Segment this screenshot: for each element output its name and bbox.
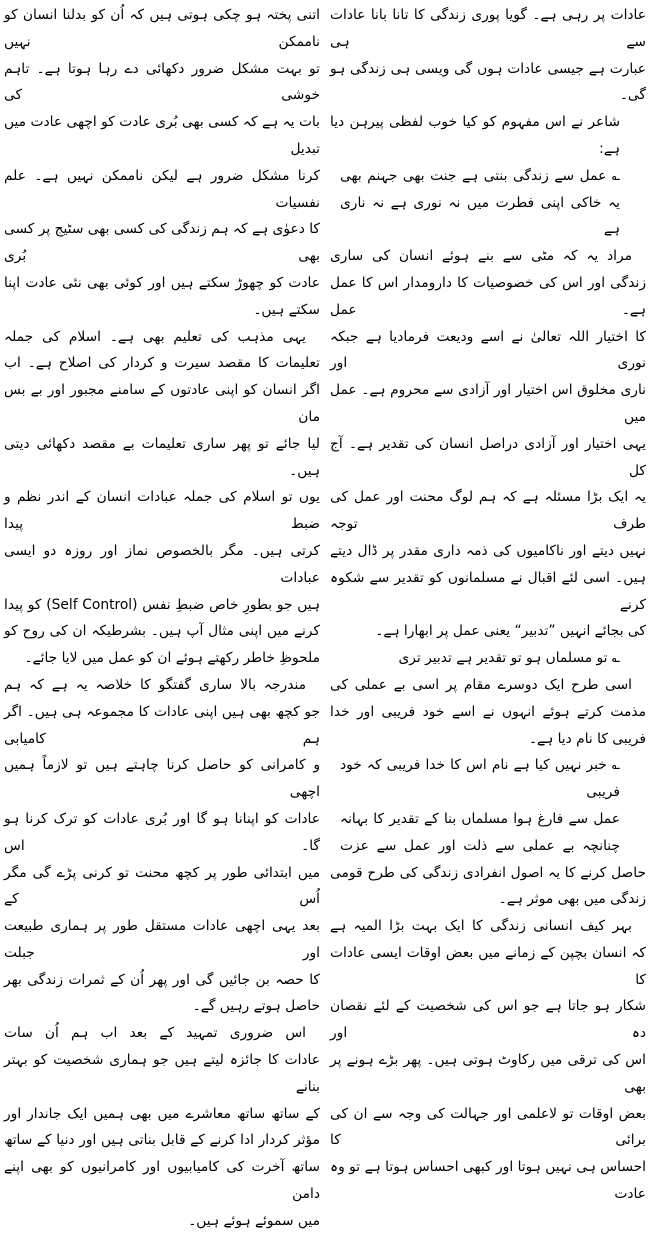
right-column-line: ؎ عمل سے زندگی بنتی ہے جنت بھی جہنم بھی: [340, 167, 620, 184]
left-column-line: اتنی پختہ ہو چکی ہوتی ہیں کہ اُن کو بدلنا انسان کو ناممکن نہیں: [4, 7, 320, 50]
right-column-line: کی بجائے انہیں ”تدبیر“ یعنی عمل پر ابھارا ہے۔: [375, 623, 646, 640]
right-column-line: ؎ تو مسلماں ہو تو تقدیر ہے تدبیر تری: [398, 650, 620, 667]
left-column-line: عادات کو اپنانا ہو گا اور بُری عادات کو ترک کرنا ہو گا۔ اس: [4, 810, 320, 854]
left-column-line: تو بہت مشکل ضرور دکھائی دے رہا ہوتا ہے۔ تاہم خوشی کی: [4, 60, 320, 104]
left-column-line: جو کچھ بھی ہیں اپنی عادات کا مجموعہ ہی ہیں۔ اگر ہم کامیابی: [4, 703, 320, 747]
right-column-line: یہ خاکی اپنی فطرت میں نہ نوری ہے نہ ناری ہے: [340, 194, 620, 238]
right-column-line: کا اختیار اللہ تعالیٰ نے اسے ودیعت فرمادیا ہے جبکہ نوری اور: [330, 328, 646, 372]
right-column-line: عمل سے فارغ ہوا مسلماں بنا کے تقدیر کا بہانہ: [340, 810, 620, 827]
left-column-line: میں سموئے ہوئے ہیں۔: [188, 1212, 320, 1229]
right-column-line: نہیں دیتے اور ناکامیوں کی ذمہ داری مقدر پر ڈال دیتے: [330, 542, 646, 559]
right-column-line: اسی طرح ایک دوسرے مقام پر اسی بے عملی کی: [330, 676, 632, 693]
right-column-line: عبارت ہے جیسی عادات ہوں گی ویسی ہی زندگی ہو گی۔: [330, 60, 646, 104]
right-column-line: زندگی میں بھی موثر ہے۔: [498, 891, 646, 908]
left-column-line: عادت کو چھوڑ سکتے ہیں اور کوئی بھی نئی عادت اپنا سکتے ہیں۔: [4, 274, 320, 318]
right-column-line: عادات پر رہی ہے۔ گویا پوری زندگی کا تانا بانا عادات سے ہی: [330, 7, 646, 50]
left-column-line: کرنے میں اپنی مثال آپ ہیں۔ بشرطیکہ ان کی روح کو: [4, 623, 320, 640]
left-column-line: یہی مذہب کی تعلیم بھی ہے۔ اسلام کی جملہ: [4, 328, 306, 345]
right-column-line: مراد یہ کہ مٹی سے بنے ہوئے انسان کی ساری: [330, 248, 632, 265]
right-column-line: اس کی ترقی میں رکاوٹ ہوتی ہیں۔ پھر بڑے ہونے پر بھی: [330, 1052, 646, 1095]
left-column-line: کا حصہ بن جائیں گی اور پھر اُن کے ثمرات زندگی بھر: [4, 971, 320, 988]
left-column-line: مندرجہ بالا ساری گفتگو کا خلاصہ یہ ہے کہ ہم: [4, 676, 306, 693]
left-column-line: حاصل ہوتے رہیں گے۔: [192, 998, 320, 1015]
left-column-line: مؤثر کردار ادا کرنے کے قابل بناتی ہیں اور دنیا کے ساتھ: [4, 1132, 320, 1149]
right-column-line: فریبی کا نام دیا ہے۔: [528, 730, 646, 747]
right-column-line: بہر کیف انسانی زندگی کا ایک بہت بڑا المیہ ہے: [330, 918, 632, 935]
left-column-line: کرنا مشکل ضرور ہے لیکن ناممکن نہیں ہے۔ علم نفسیات: [4, 167, 320, 211]
right-column-line: شکار ہو جاتا ہے جو اس کی شخصیت کے لئے نقصان دہ اور: [330, 998, 646, 1042]
right-text-column: [330, 0, 646, 1203]
right-column-line: کہ انسان بچپن کے زمانے میں بعض اوقات ایسی عادات کا: [330, 944, 646, 988]
right-column-line: احساس ہی نہیں ہوتا اور کبھی احساس ہوتا ہے تو وہ عادت: [330, 1159, 646, 1203]
left-column-line: ملحوظِ خاطر رکھتے ہوئے ان کو عمل میں لایا جائے۔: [24, 650, 320, 667]
right-column-line: یہ ایک بڑا مسئلہ ہے کہ ہم لوگ محنت اور عمل کی طرف توجہ: [330, 489, 646, 533]
left-column-line: کے ساتھ ساتھ معاشرے میں بھی ہمیں ایک جاندار اور: [4, 1105, 320, 1122]
right-column-line: یہی اختیار اور آزادی دراصل انسان کی تقدیر ہے۔ آج کل: [330, 435, 646, 479]
right-column-line: مذمت کرتے ہوئے انہوں نے اسے خود فریبی اور خدا: [330, 703, 646, 720]
left-column-line: اگر انسان کو اپنی عادتوں کے سامنے مجبور اور بے بس مان: [4, 382, 320, 425]
left-column-line: ساتھ آخرت کی کامیابیوں اور کامرانیوں کو بھی اپنے دامن: [4, 1159, 320, 1203]
right-column-line: بعض اوقات تو لاعلمی اور جہالت کی وجہ سے ان کی برائی کا: [330, 1105, 646, 1149]
left-column-line: ہیں جو بطورِ خاص ضبطِ نفس (Self Control) کو پیدا: [4, 596, 320, 613]
left-column-line: و کامرانی کو حاصل کرنا چاہتے ہیں تو لازماً ہمیں اچھی: [4, 757, 320, 801]
left-column-line: تعلیمات کا مقصد سیرت و کردار کی اصلاح ہے۔ اب: [4, 355, 320, 372]
right-column-line: ہیں۔ اسی لئے اقبال نے مسلمانوں کو تقدیر سے شکوہ کرنے: [330, 569, 646, 613]
left-column-line: بات یہ ہے کہ کسی بھی بُری عادت کو اچھی عادت میں تبدیل: [4, 114, 320, 157]
left-column-line: اس ضروری تمہید کے بعد اب ہم اُن سات: [4, 1025, 306, 1042]
left-column-line: بعد یہی اچھی عادات مستقل طور پر ہماری طبیعت اور جبلت: [4, 918, 320, 961]
left-column-line: یوں تو اسلام کی جملہ عبادات انسان کے اندر نظم و ضبط پیدا: [4, 489, 320, 533]
right-column-line: چنانچہ بے عملی سے ذلت اور عمل سے عزت: [340, 837, 620, 854]
left-text-column: [4, 0, 320, 1229]
right-column-line: ؎ خبر نہیں کیا ہے نام اس کا خدا فریبی کہ خود فریبی: [340, 757, 620, 801]
left-column-line: کا دعوٰی ہے کہ ہم زندگی کی کسی بھی سٹیج پر کسی بھی بُری: [4, 221, 320, 265]
left-column-line: کرتی ہیں۔ مگر بالخصوص نماز اور روزہ دو ایسی عبادات: [4, 542, 320, 586]
left-column-line: میں ابتدائی طور پر کچھ محنت تو کرنی پڑے گی مگر اُس کے: [4, 864, 320, 908]
left-column-line: عادات کا جائزہ لیتے ہیں جو ہماری شخصیت کو بہتر بنانے: [4, 1052, 320, 1095]
right-column-line: حاصل کرنے کا یہ اصول انفرادی زندگی کی طرح قومی: [330, 864, 646, 881]
right-column-line: زندگی اور اس کی خصوصیات کا دارومدار اس کا عمل ہے۔ عمل: [330, 274, 646, 318]
right-column-line: شاعر نے اس مفہوم کو کیا خوب لفظی پیرہن دیا ہے:: [330, 114, 620, 157]
right-column-line: ناری مخلوق اس اختیار اور آزادی سے محروم ہے۔ عمل میں: [330, 382, 646, 425]
left-column-line: لیا جائے تو پھر ساری تعلیمات بے مقصد دکھائی دیتی ہیں۔: [4, 435, 320, 479]
